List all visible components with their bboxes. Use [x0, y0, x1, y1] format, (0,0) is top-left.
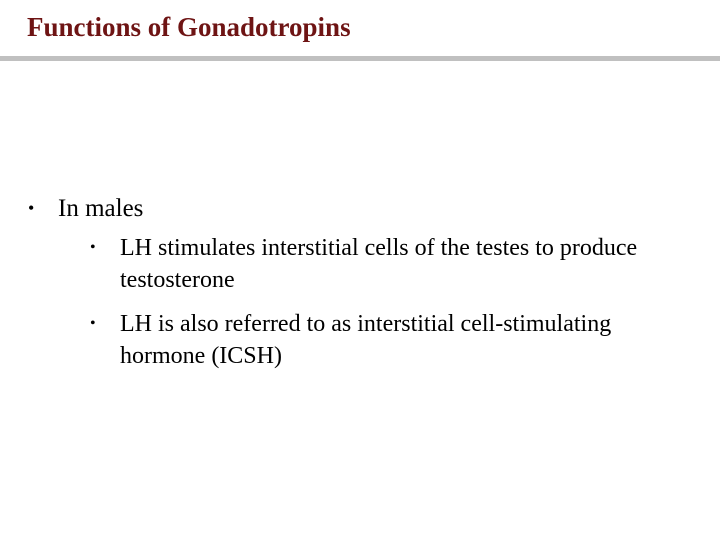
slide-title: Functions of Gonadotropins [27, 12, 351, 42]
bullet-icon: • [90, 239, 96, 256]
sub-bullet-item-lh-stimulates [58, 232, 698, 296]
bullet-list [28, 193, 698, 384]
bullet-icon: • [90, 315, 96, 332]
sub-bullet-item-icsh [58, 308, 698, 372]
bullet-text: In males [58, 195, 144, 222]
sub-bullet-text: LH is also referred to as interstitial cell-stimulating hormone (ICSH) [120, 311, 612, 369]
sub-bullet-list [58, 232, 698, 372]
bullet-icon: • [28, 198, 35, 218]
title-divider [0, 56, 720, 61]
title-bar [0, 0, 720, 54]
bullet-item-in-males [28, 193, 698, 372]
sub-bullet-text: LH stimulates interstitial cells of the testes to produce testosterone [120, 235, 638, 293]
